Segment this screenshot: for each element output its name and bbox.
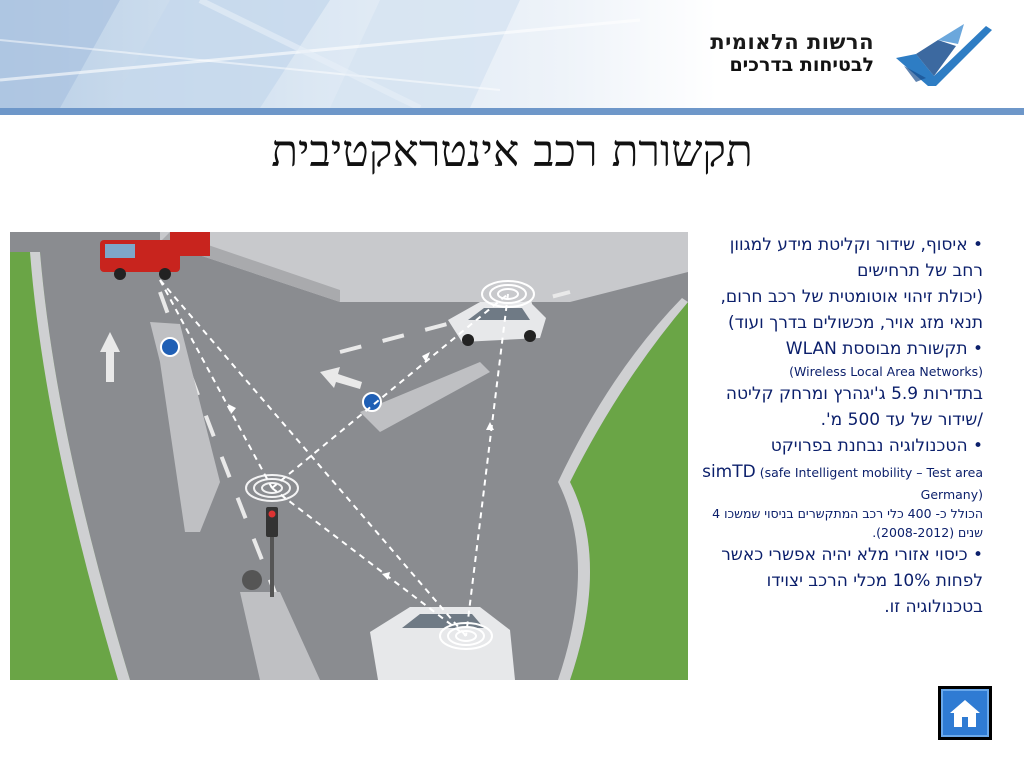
- bullet-3-detail: הכולל כ- 400 כלי רכב המתקשרים בניסוי שמשכו 4 שנים (2008-2012).: [712, 506, 983, 540]
- org-name-line2: לבטיחות בדרכים: [729, 54, 874, 76]
- bullet-2: • תקשורת מבוססת WLAN: [785, 339, 983, 359]
- bullet-3: • הטכנולוגיה נבחנת בפרויקט: [770, 436, 983, 456]
- org-name-line1: הרשות הלאומית: [710, 30, 874, 54]
- project-expansion: (safe Intelligent mobility – Test area Germany): [759, 465, 983, 502]
- v2x-intersection-illustration: [10, 232, 688, 680]
- header-divider: [0, 108, 1024, 115]
- home-button[interactable]: [938, 686, 992, 740]
- bullet-1-note: (יכולת זיהוי אוטומטית של רכב חרום, תנאי מזג אויר, מכשולים בדרך ועוד): [720, 287, 983, 333]
- bullet-list: [700, 232, 983, 620]
- home-icon: [948, 697, 982, 729]
- header-banner: [0, 0, 1024, 108]
- bullet-4: • כיסוי אזורי מלא יהיה אפשרי כאשר לפחות 10% מכלי הרכב יצוידו בטכנולוגיה זו.: [721, 545, 983, 617]
- bullet-3-project: [700, 459, 983, 504]
- org-name: [634, 30, 874, 76]
- checkmark-wing-logo-icon: [886, 20, 996, 90]
- project-name: simTD: [702, 462, 756, 482]
- bullet-1: • איסוף, שידור וקליטת מידע למגוון רחב של תרחישים: [729, 235, 983, 281]
- bullet-2-sub: (Wireless Local Area Networks): [789, 364, 983, 379]
- page-title: תקשורת רכב אינטראקטיבית: [271, 126, 753, 177]
- bullet-2-detail: בתדירות 5.9 ג'יגהרץ ומרחק קליטה /שידור של עד 500 מ'.: [725, 384, 983, 430]
